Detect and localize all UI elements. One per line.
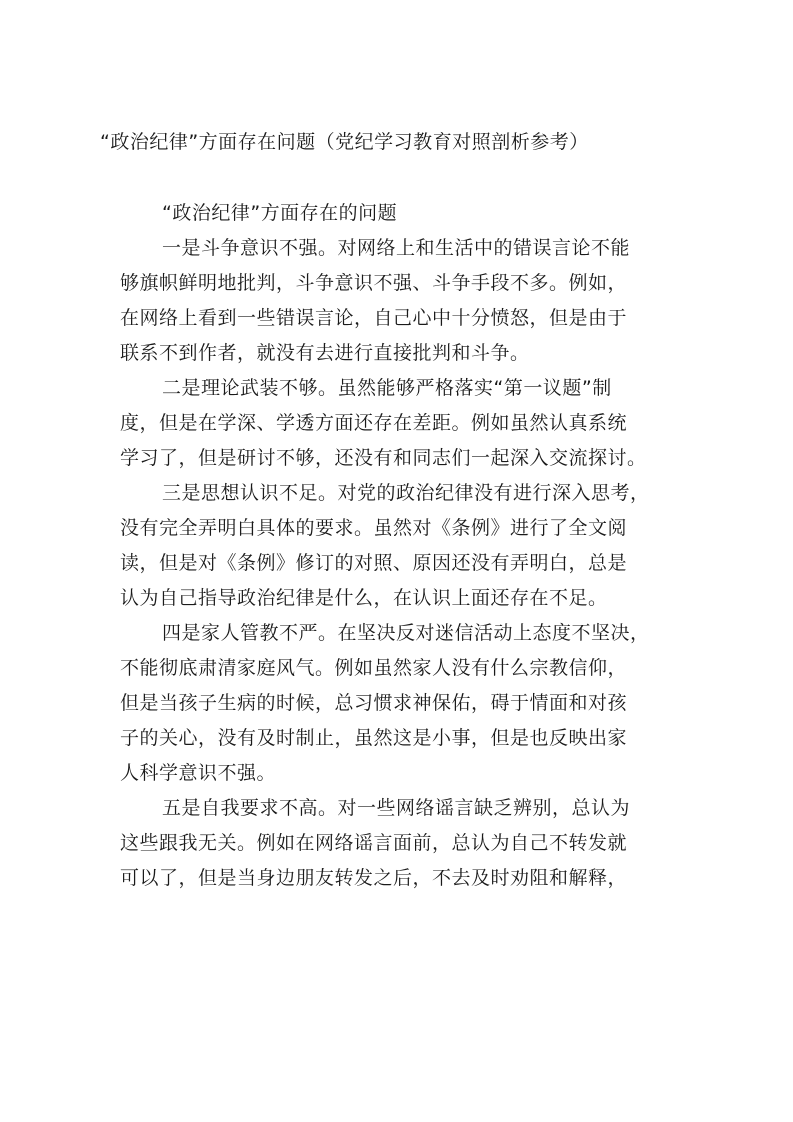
paragraph-line: 不能彻底肃清家庭风气。例如虽然家人没有什么宗教信仰，: [120, 657, 628, 679]
paragraph-5: [120, 791, 680, 896]
paragraph-line: 这些跟我无关。例如在网络谣言面前，总认为自己不转发就: [120, 832, 628, 854]
paragraph-3: [120, 476, 680, 616]
paragraph-line: 够旗帜鲜明地批判，斗争意识不强、斗争手段不多。例如，: [120, 272, 628, 294]
paragraph-4: [120, 616, 680, 791]
document-body: [120, 196, 680, 896]
section-heading-paragraph: [120, 196, 680, 231]
paragraph-1: [120, 231, 680, 371]
paragraph-line: 但是当孩子生病的时候，总习惯求神保佑，碍于情面和对孩: [120, 692, 628, 714]
paragraph-line: 四是家人管教不严。在坚决反对迷信活动上态度不坚决，: [162, 622, 650, 644]
paragraph-2: [120, 371, 680, 476]
paragraph-line: 读，但是对《条例》修订的对照、原因还没有弄明白，总是: [120, 552, 628, 574]
paragraph-line: 在网络上看到一些错误言论，自己心中十分愤怒，但是由于: [120, 307, 628, 329]
document-title: “政治纪律”方面存在问题（党纪学习教育对照剖析参考）: [100, 131, 589, 153]
paragraph-line: 二是理论武装不够。虽然能够严格落实“第一议题”制: [162, 377, 612, 399]
paragraph-line: 三是思想认识不足。对党的政治纪律没有进行深入思考，: [162, 482, 650, 504]
paragraph-line: 度，但是在学深、学透方面还存在差距。例如虽然认真系统: [120, 412, 628, 434]
paragraph-line: 五是自我要求不高。对一些网络谣言缺乏辨别，总认为: [162, 797, 631, 819]
paragraph-line: 学习了，但是研讨不够，还没有和同志们一起深入交流探讨。: [120, 447, 647, 469]
paragraph-line: 联系不到作者，就没有去进行直接批判和斗争。: [120, 342, 530, 364]
paragraph-line: 一是斗争意识不强。对网络上和生活中的错误言论不能: [162, 237, 631, 259]
paragraph-line: 人科学意识不强。: [120, 762, 277, 784]
paragraph-line: 认为自己指导政治纪律是什么，在认识上面还存在不足。: [120, 587, 608, 609]
section-heading: “政治纪律”方面存在的问题: [162, 202, 398, 224]
paragraph-line: 没有完全弄明白具体的要求。虽然对《条例》进行了全文阅: [120, 517, 628, 539]
paragraph-line: 子的关心，没有及时制止，虽然这是小事，但是也反映出家: [120, 727, 628, 749]
paragraph-line: 可以了，但是当身边朋友转发之后，不去及时劝阻和解释，: [120, 867, 628, 889]
